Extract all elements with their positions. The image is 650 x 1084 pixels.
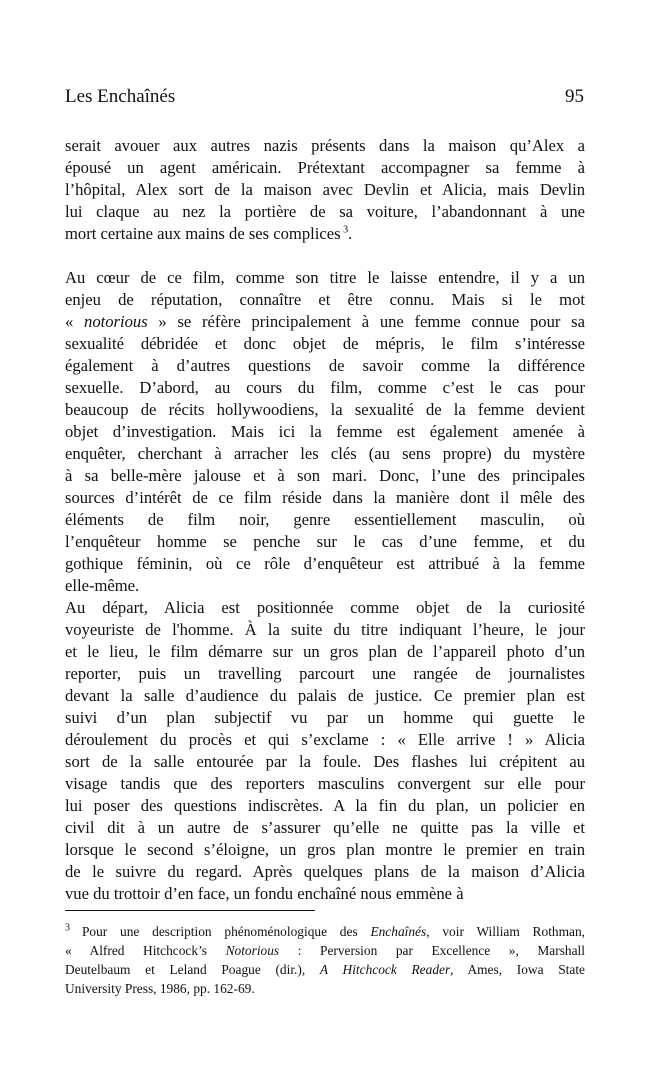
text-line: également à d’autres questions de savoir comme la différence: [65, 356, 585, 375]
text-line: gothique féminin, où ce rôle d’enquêteur est attribué à la femme: [65, 554, 585, 573]
text-line: sort de la salle entourée par la foule. Des flashes lui crépitent au: [65, 752, 585, 771]
text-line: civil dit à un autre de s’assurer qu’elle ne quitte pas la ville et: [65, 818, 585, 837]
footnote: [65, 922, 585, 998]
text-line: Au départ, Alicia est positionnée comme objet de la curiosité: [65, 598, 585, 617]
text-line: beaucoup de récits hollywoodiens, la sexualité de la femme devient: [65, 400, 585, 419]
text-line: éléments de film noir, genre essentiellement masculin, où: [65, 510, 585, 529]
page-number: 95: [565, 86, 584, 107]
text-line: lui claque au nez la portière de sa voiture, l’abandonnant à une: [65, 202, 585, 221]
text-line: serait avouer aux autres nazis présents dans la maison qu’Alex a: [65, 136, 585, 155]
footnote-number: 3: [65, 922, 82, 934]
footnote-line: Deutelbaum et Leland Poague (dir.), A Hitchcock Reader, Ames, Iowa State: [65, 962, 585, 977]
text-line: elle-même.: [65, 576, 140, 595]
text-line: sexuelle. D’abord, au cours du film, comme c’est le cas pour: [65, 378, 585, 397]
text-line: mort certaine aux mains de ses complices $^3$.: [65, 224, 353, 243]
footnote-line: $^3$ Pour une description phénoménologique des Enchaînés, voir William Rothman,: [65, 922, 586, 939]
text-line: l’hôpital, Alex sort de la maison avec Devlin et Alicia, mais Devlin: [65, 180, 585, 199]
text-line: vue du trottoir d’en face, un fondu enchaîné nous emmène à: [65, 884, 464, 903]
text-line: enquêter, cherchant à arracher les clés (au sens propre) du mystère: [65, 444, 585, 463]
footnote-rule: [65, 910, 315, 911]
text-line: reporter, puis un travelling parcourt une rangée de journalistes: [65, 664, 585, 683]
text-line: épousé un agent américain. Prétextant accompagner sa femme à: [65, 158, 585, 177]
text-line: suivi d’un plan subjectif vu par un homme qui guette le: [65, 708, 585, 727]
text-line: de le suivre du regard. Après quelques plans de la maison d’Alicia: [65, 862, 585, 881]
text-line: sexualité débridée et donc objet de mépris, le film s’intéresse: [65, 334, 585, 353]
footnote-line: University Press, 1986, pp. 162-69.: [65, 981, 255, 996]
text-line: Au cœur de ce film, comme son titre le laisse entendre, il y a un: [65, 268, 585, 287]
text-line: et le lieu, le film démarre sur un gros plan de l’appareil photo d’un: [65, 642, 585, 661]
running-title: Les Enchaînés: [65, 86, 176, 107]
text-line: à sa belle-mère jalouse et à son mari. Donc, l’une des principales: [65, 466, 585, 485]
footnote-line: « Alfred Hitchcock’s Notorious : Perversion par Excellence », Marshall: [65, 943, 585, 958]
paragraph-2: [65, 267, 585, 597]
text-line: « notorious » se réfère principalement à une femme connue pour sa: [65, 312, 585, 331]
text-line: visage tandis que des reporters masculins convergent sur elle pour: [65, 774, 585, 793]
text-line: devant la salle d’audience du palais de justice. Ce premier plan est: [65, 686, 585, 705]
text-line: lorsque le second s’éloigne, un gros plan montre le premier en train: [65, 840, 585, 859]
paragraph-1: [65, 135, 585, 245]
text-line: voyeuriste de l'homme. À la suite du titre indiquant l’heure, le jour: [65, 620, 585, 639]
text-line: lui poser des questions indiscrètes. A la fin du plan, un policier en: [65, 796, 585, 815]
text-line: sources d’intérêt de ce film réside dans la manière dont il mêle des: [65, 488, 585, 507]
text-line: objet d’investigation. Mais ici la femme est également amenée à: [65, 422, 585, 441]
text-line: déroulement du procès et qui s’exclame : « Elle arrive ! » Alicia: [65, 730, 585, 749]
text-line: enjeu de réputation, connaître et être connu. Mais si le mot: [65, 290, 585, 309]
footnote-reference[interactable]: 3: [340, 224, 349, 236]
text-line: l’enquêteur homme se penche sur le cas d’une femme, et du: [65, 532, 585, 551]
paragraph-3: [65, 597, 585, 905]
